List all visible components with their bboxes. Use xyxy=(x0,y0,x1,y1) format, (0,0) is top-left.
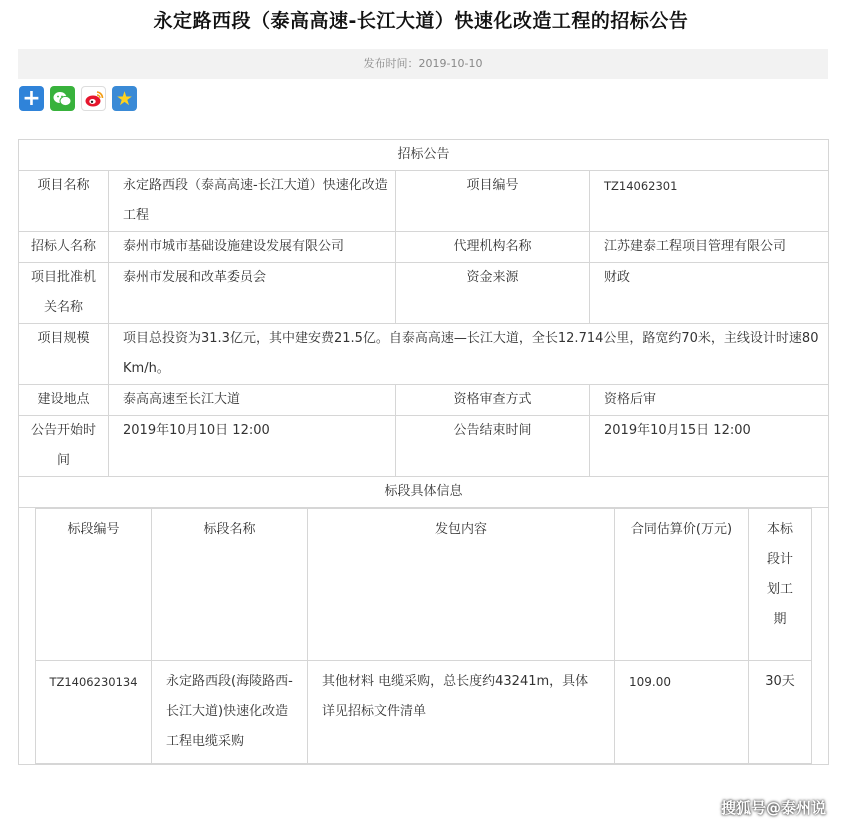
plus-share-icon[interactable]: + xyxy=(19,86,44,111)
scale-label: 项目规模 xyxy=(19,324,109,385)
col-header-price: 合同估算价(万元) xyxy=(615,509,749,661)
col-header-no: 标段编号 xyxy=(36,509,152,661)
start-time-label: 公告开始时间 xyxy=(19,416,109,477)
qual-label: 资格审查方式 xyxy=(396,385,590,416)
section-period-cell: 30天 xyxy=(749,661,812,764)
location-value: 泰高高速至长江大道 xyxy=(109,385,396,416)
qzone-star-icon[interactable]: ★ xyxy=(112,86,137,111)
sections-table xyxy=(35,508,812,764)
section-price-cell: 109.00 xyxy=(615,661,749,764)
tenderer-value: 泰州市城市基础设施建设发展有限公司 xyxy=(109,232,396,263)
page-title: 永定路西段（泰高高速-长江大道）快速化改造工程的招标公告 xyxy=(153,10,689,32)
watermark: 搜狐号@泰州说 xyxy=(720,799,826,817)
qual-value: 资格后审 xyxy=(590,385,829,416)
project-name-label: 项目名称 xyxy=(19,171,109,232)
col-header-period: 本标段计划工期 xyxy=(749,509,812,661)
agency-label: 代理机构名称 xyxy=(396,232,590,263)
section-name-cell: 永定路西段(海陵路西-长江大道)快速化改造工程电缆采购 xyxy=(152,661,308,764)
share-bar xyxy=(19,86,137,111)
start-time-value: 2019年10月10日 12:00 xyxy=(109,416,396,477)
sections-title: 标段具体信息 xyxy=(19,477,829,508)
weibo-icon[interactable] xyxy=(81,86,106,111)
project-name-value: 永定路西段（泰高高速-长江大道）快速化改造工程 xyxy=(109,171,396,232)
wechat-icon[interactable] xyxy=(50,86,75,111)
end-time-label: 公告结束时间 xyxy=(396,416,590,477)
notice-section-title: 招标公告 xyxy=(19,140,829,171)
project-no-label: 项目编号 xyxy=(396,171,590,232)
approval-value: 泰州市发展和改革委员会 xyxy=(109,263,396,324)
section-no-cell: TZ1406230134 xyxy=(36,661,152,764)
fund-value: 财政 xyxy=(590,263,829,324)
project-no-value: TZ14062301 xyxy=(590,171,829,232)
table-row xyxy=(36,661,812,764)
publish-date: 发布时间：2019-10-10 xyxy=(18,49,828,79)
tenderer-label: 招标人名称 xyxy=(19,232,109,263)
col-header-name: 标段名称 xyxy=(152,509,308,661)
section-content-cell: 其他材料 电缆采购，总长度约43241m，具体详见招标文件清单 xyxy=(308,661,615,764)
location-label: 建设地点 xyxy=(19,385,109,416)
end-time-value: 2019年10月15日 12:00 xyxy=(590,416,829,477)
col-header-content: 发包内容 xyxy=(308,509,615,661)
sections-container xyxy=(19,508,829,765)
scale-value: 项目总投资为31.3亿元，其中建安费21.5亿。自泰高高速—长江大道，全长12.714公里，路宽约70米，主线设计时速80Km/h。 xyxy=(109,324,829,385)
notice-table xyxy=(18,139,829,765)
fund-label: 资金来源 xyxy=(396,263,590,324)
agency-value: 江苏建泰工程项目管理有限公司 xyxy=(590,232,829,263)
approval-label: 项目批准机关名称 xyxy=(19,263,109,324)
